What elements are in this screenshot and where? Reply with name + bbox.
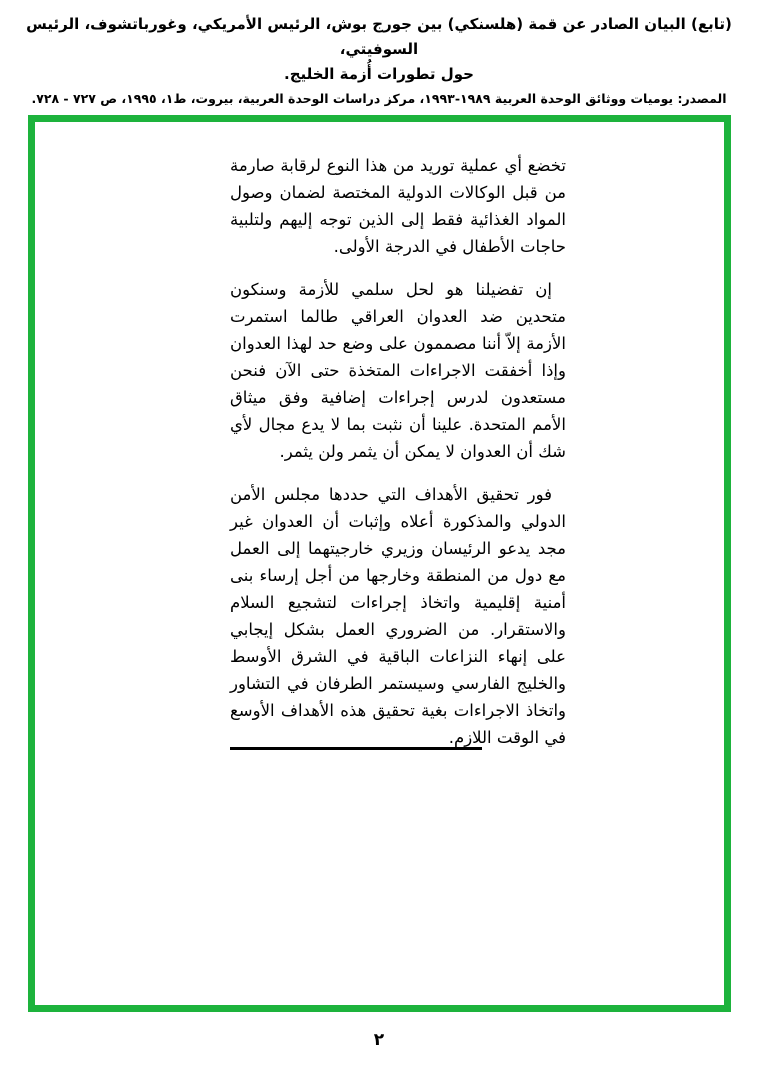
footnote-divider <box>230 747 482 750</box>
paragraph-3: فور تحقيق الأهداف التي حددها مجلس الأمن الدولي والمذكورة أعلاه وإثبات أن العدوان غير مجد يدعو الرئيسان وزيري خارجيتهما إلى العمل مع دول من المنطقة وخارجها من أجل إرساء بنى أمنية إقليمية واتخاذ إجراءات لتشجيع السلام والاستقرار. من الضروري العمل بشكل إيجابي على إنهاء النزاعات الباقية في الشرق الأوسط والخليج الفارسي وسيستمر الطرفان في التشاور واتخاذ الاجراءات بغية تحقيق هذه الأهداف الأوسع في الوقت اللازم. <box>230 485 566 747</box>
page-number: ٢ <box>373 1030 385 1050</box>
paragraph-1: تخضع أي عملية توريد من هذا النوع لرقابة صارمة من قبل الوكالات الدولية المختصة لضمان وصول المواد الغذائية فقط إلى الذين توجه إليهم ولتلبية حاجات الأطفال في الدرجة الأولى. <box>230 156 566 256</box>
page-header <box>0 12 758 110</box>
header-title-line-1: (تابع) البيان الصادر عن قمة (هلسنكي) بين جورج بوش، الرئيس الأمريكي، وغورباتشوف، الرئيس السوفيتي، <box>26 15 732 58</box>
document-body <box>230 152 566 767</box>
header-title-line-2: حول تطورات أُزمة الخليج. <box>284 65 474 83</box>
paragraph-2: إن تفضيلنا هو لحل سلمي للأزمة وسنكون متحدين ضد العدوان العراقي طالما استمرت الأزمة إلاّ أننا مصممون على وضع حد لهذا العدوان وإذا أخفقت الاجراءات المتخذة حتى الآن فنحن مستعدون لدرس إجراءات إضافية وفق ميثاق الأمم المتحدة. علينا أن نثبت بما لا يدع مجال لأي شك أن العدوان لا يمكن أن يثمر ولن يثمر. <box>230 280 566 461</box>
header-source-line: المصدر: يوميات ووثائق الوحدة العربية ١٩٨٩-١٩٩٣، مركز دراسات الوحدة العربية، بيروت، ط١، ١٩٩٥، ص ٧٢٧ - ٧٢٨. <box>31 91 727 106</box>
